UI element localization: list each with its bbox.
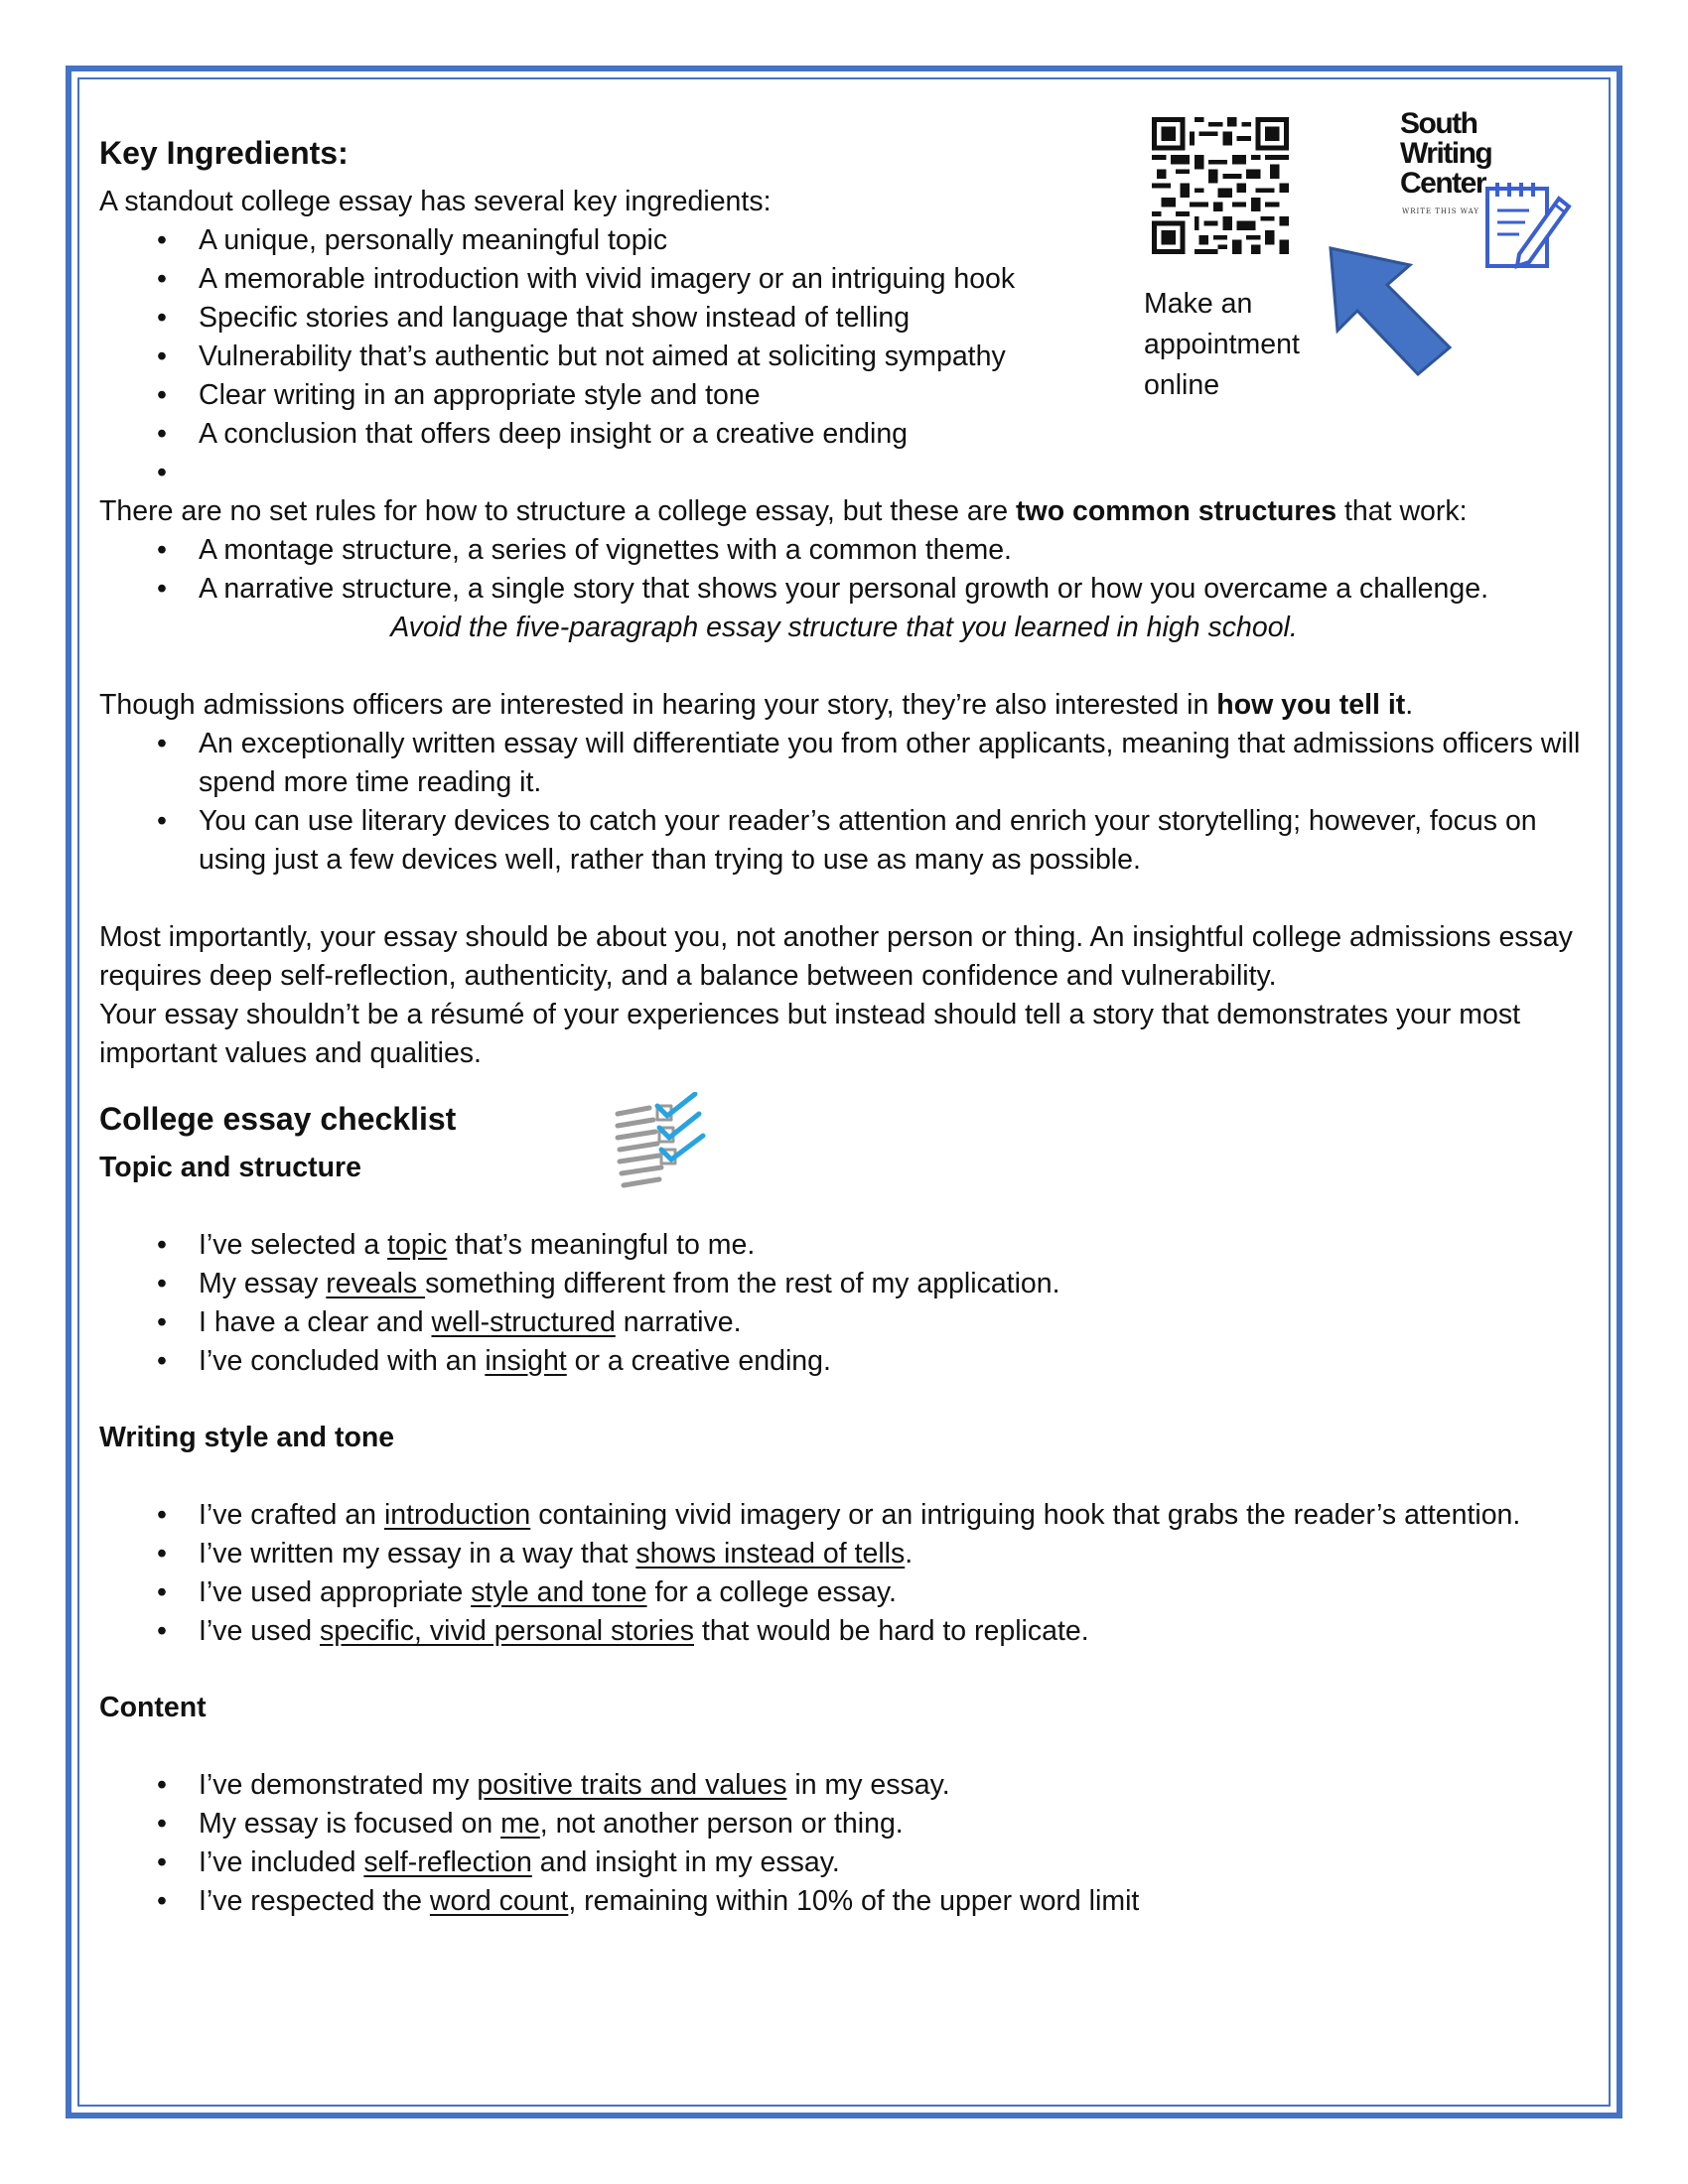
checklist-link[interactable]: insight <box>485 1345 567 1377</box>
checklist-link[interactable]: reveals <box>326 1268 426 1299</box>
checklist-link[interactable]: me <box>500 1808 540 1840</box>
checklist-link[interactable]: well-structured <box>431 1306 616 1338</box>
checklist-section-title: Writing style and tone <box>99 1422 395 1453</box>
structure-note: Avoid the five-paragraph essay structure that you learned in high school. <box>390 612 1298 643</box>
checklist-link[interactable]: specific, vivid personal stories <box>320 1615 694 1647</box>
checklist-item: • I’ve selected a topic that’s meaningful to me. <box>99 1226 1589 1265</box>
important-paragraph-2: Your essay shouldn’t be a résumé of your experiences but instead should tell a story that demonstrates your most important values and qualities. <box>99 999 1521 1069</box>
checklist-list <box>99 1496 1589 1651</box>
checklist-section-title: Topic and structure <box>99 1152 361 1183</box>
list-item: • Clear writing in an appropriate style and tone <box>99 376 1172 415</box>
list-item: • An exceptionally written essay will differentiate you from other applicants, meaning that admissions officers will spend more time reading it. <box>99 725 1589 802</box>
checklist-link[interactable]: topic <box>387 1229 448 1261</box>
checklist-link[interactable]: introduction <box>383 1499 531 1531</box>
telling-list <box>99 725 1589 880</box>
checklist-item: • I’ve included self-reflection and insight in my essay. <box>99 1843 1589 1882</box>
list-item-empty <box>99 454 1172 492</box>
important-paragraph: Most importantly, your essay should be about you, not another person or thing. An insightful college admissions essay requires deep self-reflection, authenticity, and a balance between confidence and vulnerability. <box>99 921 1573 992</box>
structures-intro: There are no set rules for how to structure a college essay, but these are two common structures that work: <box>99 495 1468 527</box>
checklist-item: • I’ve demonstrated my positive traits and values in my essay. <box>99 1766 1589 1805</box>
checklist-link[interactable]: style and tone <box>471 1576 647 1608</box>
list-item: • A conclusion that offers deep insight or a creative ending <box>99 415 1172 454</box>
checklist-link[interactable]: self-reflection <box>363 1846 532 1878</box>
list-item: • Specific stories and language that show instead of telling <box>99 299 1172 338</box>
structures-list <box>99 531 1589 609</box>
checklist-item: • I’ve crafted an introduction containing vivid imagery or an intriguing hook that grabs the reader’s attention. <box>99 1496 1589 1535</box>
logo-wordmark: South Writing Center <box>1400 107 1492 200</box>
list-item: • A unique, personally meaningful topic <box>99 221 1172 260</box>
document-body <box>99 129 1589 1921</box>
checklist-list <box>99 1226 1589 1381</box>
checklist-item: • I have a clear and well-structured narrative. <box>99 1303 1589 1342</box>
checklist-section-title: Content <box>99 1692 207 1723</box>
checklist-item: • My essay is focused on me, not another person or thing. <box>99 1805 1589 1843</box>
checklist-item: • I’ve respected the word count, remaining within 10% of the upper word limit <box>99 1882 1589 1921</box>
checklist-item: • My essay reveals something different from the rest of my application. <box>99 1265 1589 1303</box>
checklist-item: • I’ve concluded with an insight or a creative ending. <box>99 1342 1589 1381</box>
checklist-link[interactable]: positive traits and values <box>477 1769 787 1801</box>
logo-tagline: WRITE THIS WAY <box>1402 207 1480 215</box>
list-item: • A memorable introduction with vivid imagery or an intriguing hook <box>99 260 1172 299</box>
checklist-link[interactable]: word count <box>429 1885 569 1917</box>
list-item: • A narrative structure, a single story that shows your personal growth or how you overcame a challenge. <box>99 570 1589 609</box>
key-ingredients-intro: A standout college essay has several key ingredients: <box>99 186 772 217</box>
checklist-heading: College essay checklist <box>99 1101 457 1137</box>
list-item: • Vulnerability that’s authentic but not aimed at soliciting sympathy <box>99 338 1172 376</box>
key-ingredients-heading: Key Ingredients: <box>99 135 349 171</box>
checklist-item: • I’ve written my essay in a way that shows instead of tells. <box>99 1535 1589 1573</box>
appointment-line: appointment <box>1144 329 1300 360</box>
key-ingredients-list <box>99 221 1589 492</box>
list-item: • A montage structure, a series of vignettes with a common theme. <box>99 531 1589 570</box>
checklist-list <box>99 1766 1589 1921</box>
checklist-link[interactable]: shows instead of tells <box>635 1538 906 1570</box>
checklist-item: • I’ve used specific, vivid personal stories that would be hard to replicate. <box>99 1612 1589 1651</box>
appointment-line: Make an <box>1144 288 1253 320</box>
appointment-line: online <box>1144 369 1220 401</box>
telling-intro: Though admissions officers are interested in hearing your story, they’re also interested in how you tell it. <box>99 689 1414 721</box>
list-item: • You can use literary devices to catch your reader’s attention and enrich your storytelling; however, focus on using just a few devices well, rather than trying to use as many as possible. <box>99 802 1589 880</box>
checklist-item: • I’ve used appropriate style and tone for a college essay. <box>99 1573 1589 1612</box>
